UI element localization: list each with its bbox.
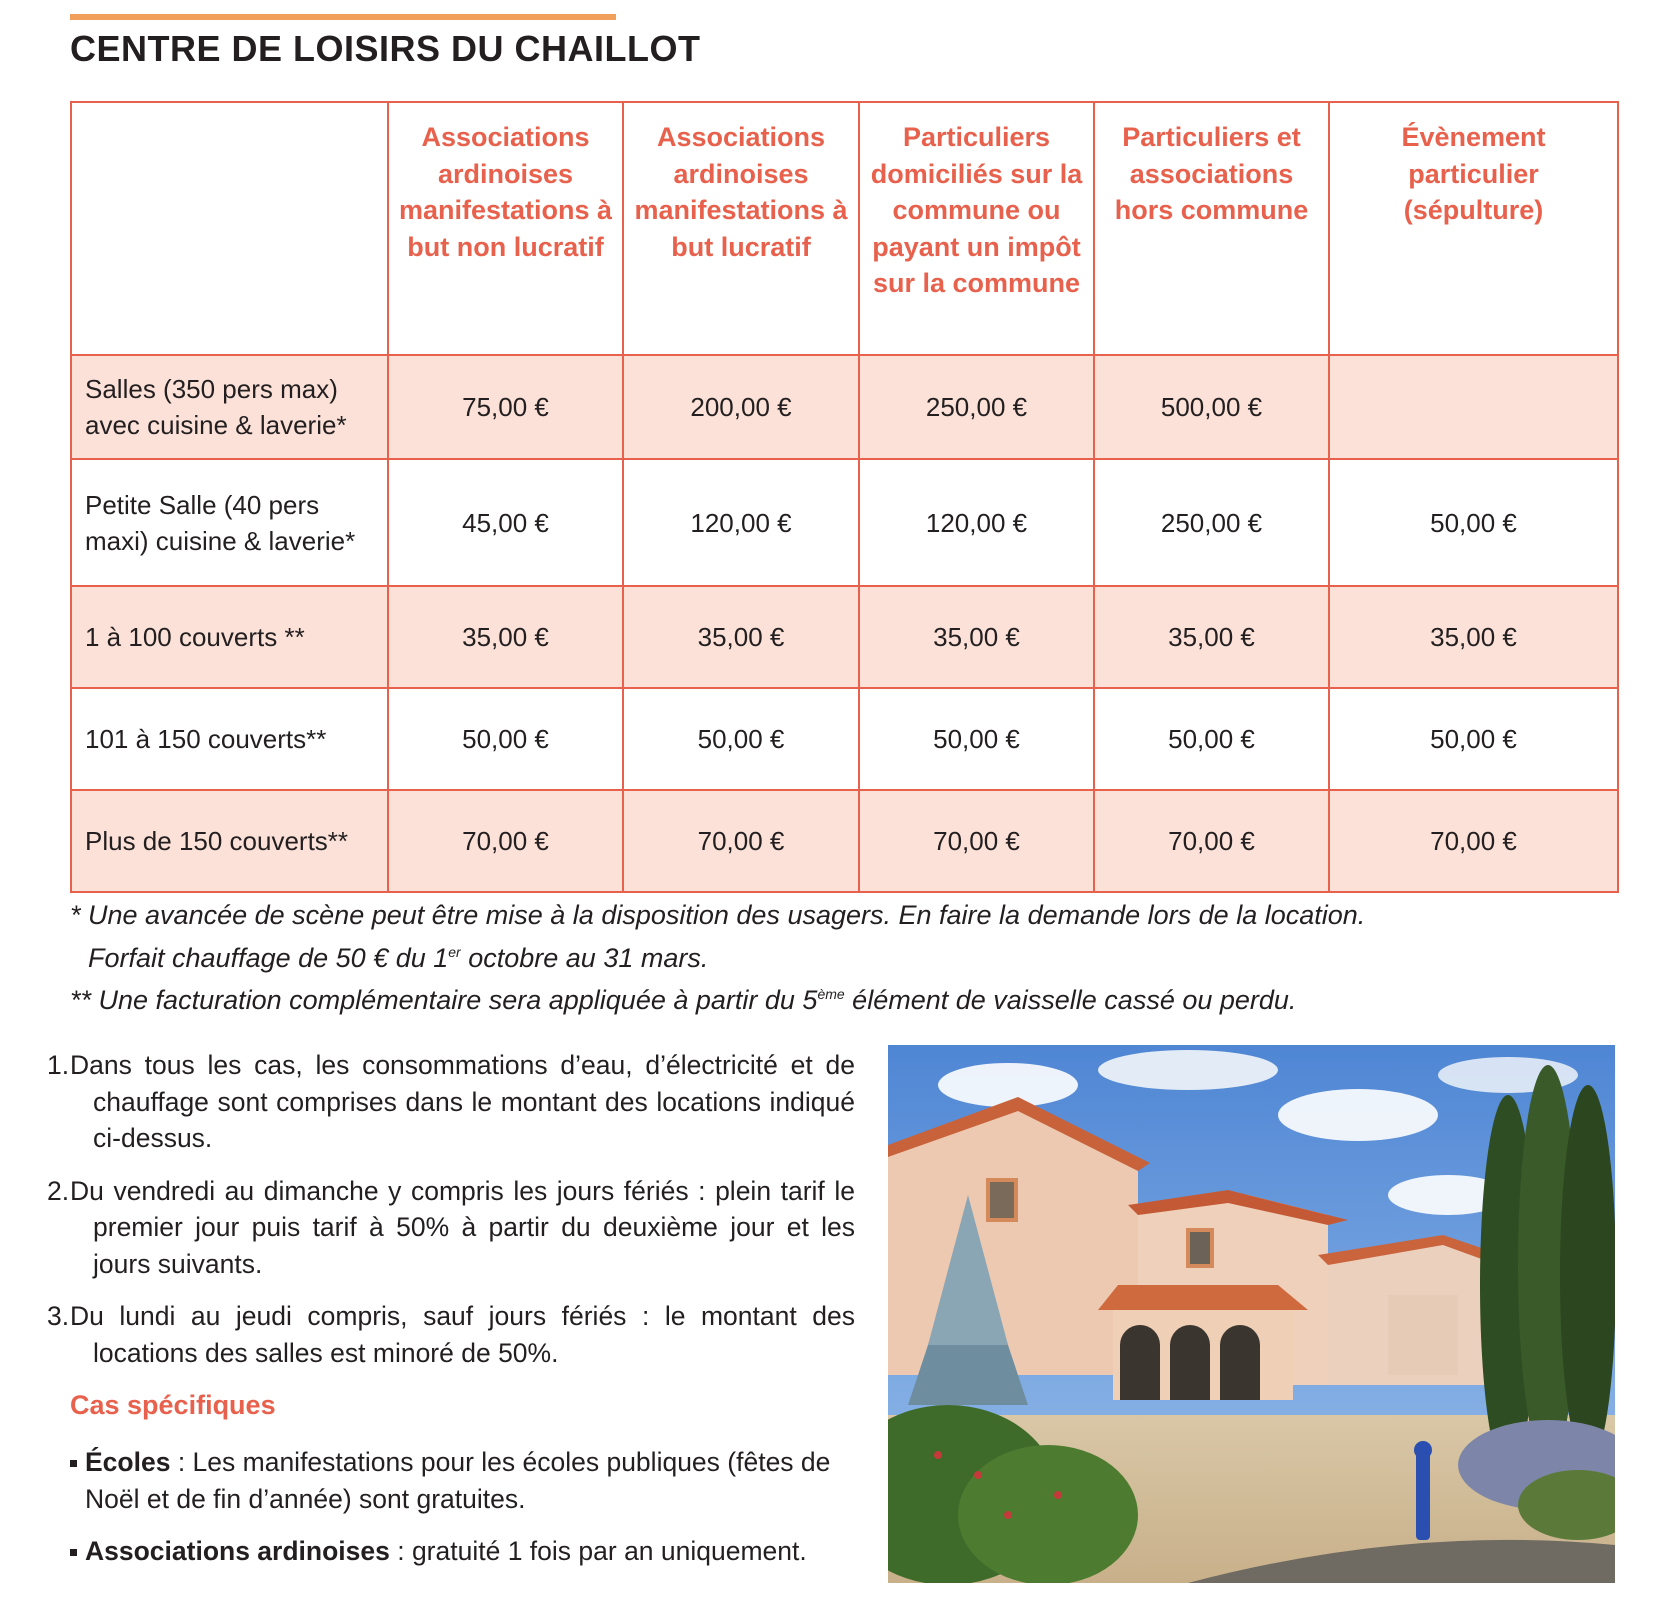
table-cell: 35,00 € xyxy=(1094,586,1329,688)
table-cell: 50,00 € xyxy=(623,688,859,790)
row-label: Petite Salle (40 pers maxi) cuisine & laverie* xyxy=(71,459,388,586)
list-item xyxy=(70,1444,860,1517)
table-cell: 50,00 € xyxy=(1329,688,1618,790)
table-cell: 75,00 € xyxy=(388,355,623,459)
table-cell: 250,00 € xyxy=(859,355,1094,459)
table-cell: 120,00 € xyxy=(859,459,1094,586)
column-header: Associations ardinoises manifestations à but non lucratif xyxy=(388,102,623,355)
column-header: Évènement particulier (sépulture) xyxy=(1329,102,1618,355)
footnote-1b-text-end: octobre au 31 mars. xyxy=(460,942,709,973)
footnote-2-text: ** Une facturation complémentaire sera appliquée à partir du 5 xyxy=(70,985,818,1015)
table-cell: 70,00 € xyxy=(1094,790,1329,892)
footnote-2-sup: ème xyxy=(817,986,845,1002)
rules-section xyxy=(47,1047,855,1387)
rule-text: Dans tous les cas, les consommations d’eau, d’électricité et de chauffage sont comprises dans le montant des locations indiqué ci-dessus. xyxy=(70,1050,855,1153)
top-rule xyxy=(70,14,616,20)
table-cell: 500,00 € xyxy=(1094,355,1329,459)
table-cell: 35,00 € xyxy=(388,586,623,688)
table-row xyxy=(71,790,1618,892)
footnote-1: * Une avancée de scène peut être mise à la disposition des usagers. En faire la demande lors de la location. xyxy=(70,900,1366,930)
footnote-1b-text: Forfait chauffage de 50 € du 1 xyxy=(88,942,449,973)
table-cell: 45,00 € xyxy=(388,459,623,586)
table-row xyxy=(71,688,1618,790)
list-item xyxy=(70,1533,860,1570)
footnote-1b xyxy=(70,934,1610,977)
rules-list xyxy=(47,1047,855,1371)
item-label: Associations ardinoises xyxy=(85,1536,390,1566)
table-cell: 35,00 € xyxy=(623,586,859,688)
cas-specifiques-title: Cas spécifiques xyxy=(70,1390,276,1420)
row-label: 1 à 100 couverts ** xyxy=(71,586,388,688)
table-cell: 50,00 € xyxy=(1329,459,1618,586)
table-cell: 120,00 € xyxy=(623,459,859,586)
tarifs-table xyxy=(70,101,1619,893)
table-cell: 35,00 € xyxy=(859,586,1094,688)
cas-specifiques-list xyxy=(70,1444,860,1586)
row-label: Plus de 150 couverts** xyxy=(71,790,388,892)
rule-item: 1.Dans tous les cas, les consommations d’eau, d’électricité et de chauffage sont comprises dans le montant des locations indiqué ci-dessus. xyxy=(47,1050,855,1153)
square-bullet-icon xyxy=(70,1460,77,1467)
table-cell: 200,00 € xyxy=(623,355,859,459)
rule-text: Du lundi au jeudi compris, sauf jours fériés : le montant des locations des salles est minoré de 50%. xyxy=(70,1301,855,1368)
column-header: Particuliers domiciliés sur la commune ou payant un impôt sur la commune xyxy=(859,102,1094,355)
footnote-2 xyxy=(70,976,1610,1019)
table-cell: 35,00 € xyxy=(1329,586,1618,688)
item-text: : Les manifestations pour les écoles publiques (fêtes de Noël et de fin d’année) sont gratuites. xyxy=(85,1447,831,1514)
rule-text: Du vendredi au dimanche y compris les jours fériés : plein tarif le premier jour puis tarif à 50% à partir du deuxième jour et les jours suivants. xyxy=(70,1175,855,1279)
table-header-row xyxy=(71,102,1618,355)
table-header-corner xyxy=(71,102,388,355)
footnote-1b-sup: er xyxy=(448,943,461,960)
table-cell: 50,00 € xyxy=(1094,688,1329,790)
item-text: : gratuité 1 fois par an uniquement. xyxy=(389,1536,807,1566)
table-row xyxy=(71,586,1618,688)
row-label: 101 à 150 couverts** xyxy=(71,688,388,790)
table-cell xyxy=(1329,355,1618,459)
square-bullet-icon xyxy=(70,1549,77,1556)
rule-item: 2.Du vendredi au dimanche y compris les jours fériés : plein tarif le premier jour puis tarif à 50% à partir du deuxième jour et les jours suivants. xyxy=(47,1175,855,1279)
footnote-2-text-end: élément de vaisselle cassé ou perdu. xyxy=(844,985,1297,1015)
row-label: Salles (350 pers max) avec cuisine & laverie* xyxy=(71,355,388,459)
page-title: CENTRE DE LOISIRS DU CHAILLOT xyxy=(70,28,701,69)
footnotes xyxy=(70,897,1610,1019)
rule-item: 3.Du lundi au jeudi compris, sauf jours fériés : le montant des locations des salles est minoré de 50%. xyxy=(47,1301,855,1368)
item-label: Écoles xyxy=(85,1447,171,1477)
table-cell: 70,00 € xyxy=(623,790,859,892)
table-cell: 50,00 € xyxy=(388,688,623,790)
table-cell: 50,00 € xyxy=(859,688,1094,790)
table-row xyxy=(71,459,1618,586)
table-cell: 70,00 € xyxy=(1329,790,1618,892)
column-header: Particuliers et associations hors commune xyxy=(1094,102,1329,355)
table-row xyxy=(71,355,1618,459)
building-photo xyxy=(888,1045,1615,1583)
table-cell: 250,00 € xyxy=(1094,459,1329,586)
column-header: Associations ardinoises manifestations à but lucratif xyxy=(623,102,859,355)
table-cell: 70,00 € xyxy=(859,790,1094,892)
table-cell: 70,00 € xyxy=(388,790,623,892)
